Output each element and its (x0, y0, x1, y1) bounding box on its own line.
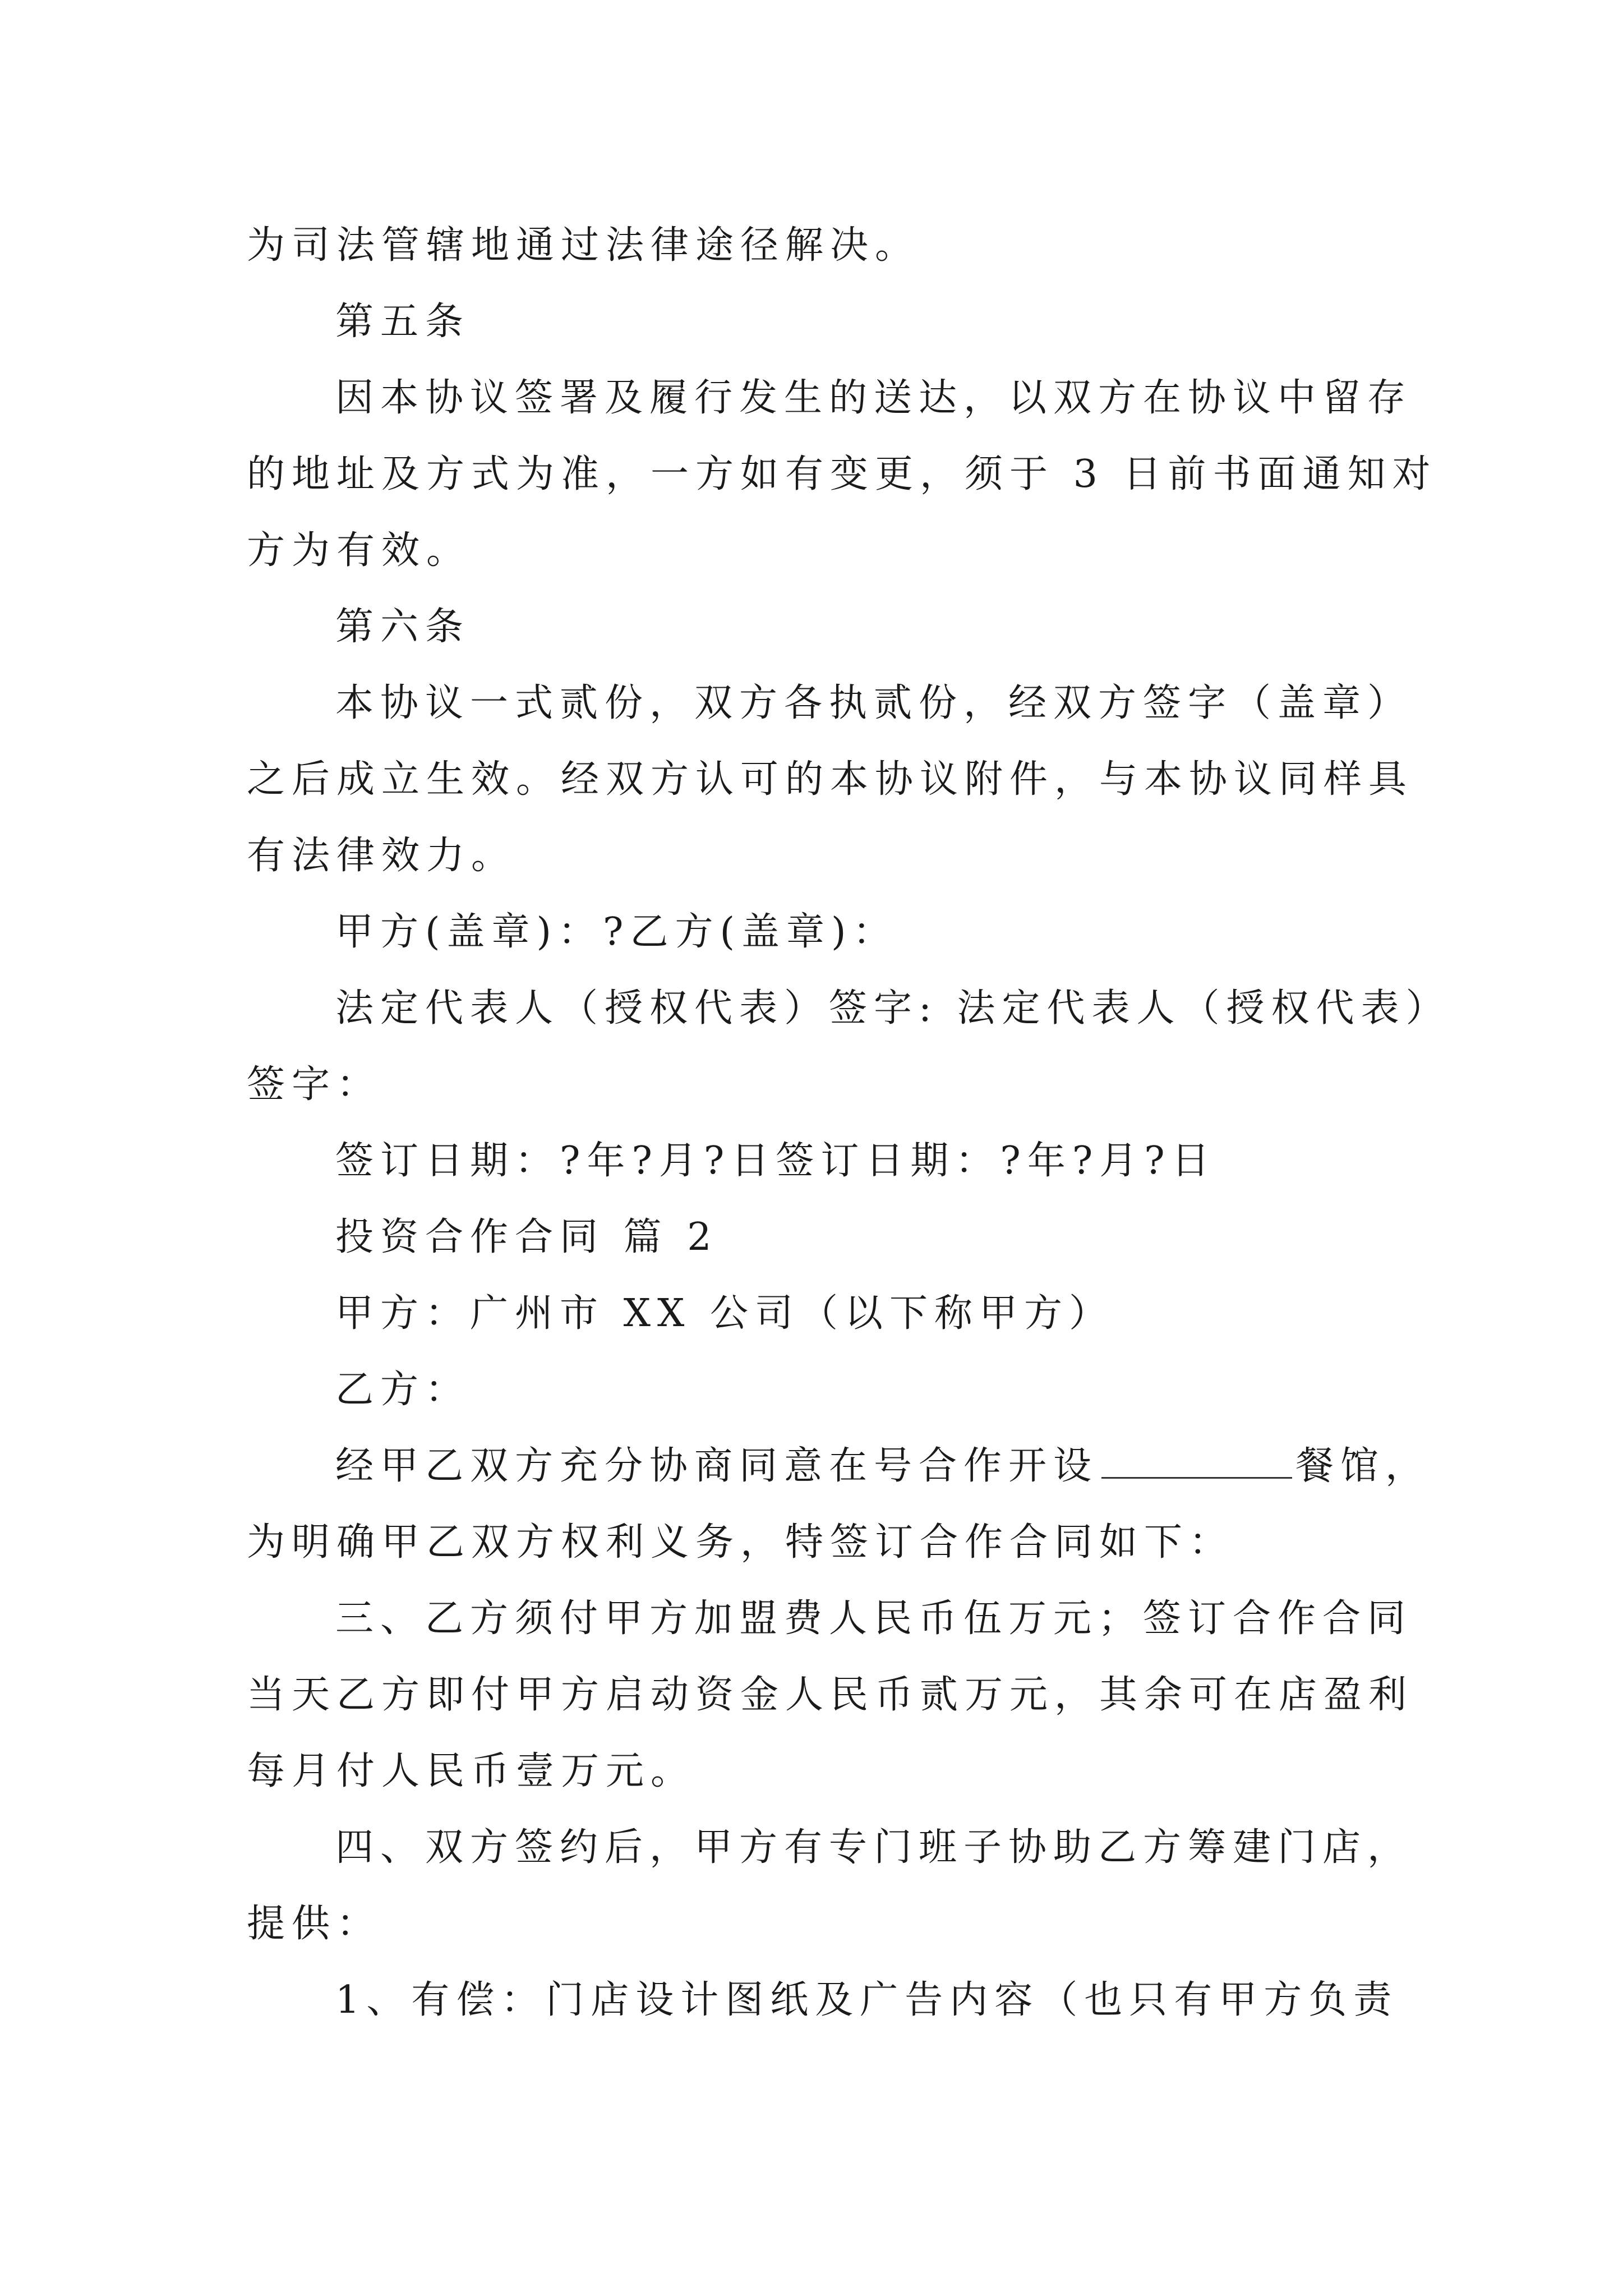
fill-in-blank (1101, 1476, 1292, 1479)
party-a-line: 甲方：广州市 XX 公司（以下称甲方） (335, 1291, 1114, 1336)
text-line: 提供： (247, 1902, 382, 1946)
clause-line: 四、双方签约后，甲方有专门班子协助乙方筹建门店， (335, 1825, 1413, 1870)
clause-line: 三、乙方须付甲方加盟费人民币伍万元；签订合作合同 (335, 1596, 1413, 1641)
text-line: 之后成立生效。经双方认可的本协议附件，与本协议同样具 (247, 757, 1414, 802)
date-line: 签订日期：?年?月?日签订日期：?年?月?日 (335, 1139, 1216, 1183)
article-heading: 第六条 (335, 605, 471, 649)
text-line: 当天乙方即付甲方启动资金人民币贰万元，其余可在店盈利 (247, 1673, 1414, 1717)
signature-line: 法定代表人（授权代表）签字: 法定代表人（授权代表） (335, 986, 1451, 1030)
text-line: 方为有效。 (247, 528, 472, 573)
signature-line: 甲方(盖章)：?乙方(盖章)： (335, 910, 898, 954)
text-line: 本协议一式贰份，双方各执贰份，经双方签字（盖章） (335, 681, 1413, 725)
section-title: 投资合作合同 篇 2 (335, 1215, 718, 1259)
text-segment: 经甲乙双方充分协商同意在号合作开设 (335, 1444, 1099, 1488)
text-line: 为明确甲乙双方权利义务，特签订合作合同如下： (247, 1520, 1234, 1565)
text-line: 的地址及方式为准，一方如有变更，须于 3 日前书面通知对 (247, 452, 1437, 496)
document-body (247, 208, 1451, 2039)
article-heading: 第五条 (335, 300, 471, 344)
text-line: 每月付人民币壹万元。 (247, 1749, 696, 1793)
text-line: 为司法管辖地通过法律途径解决。 (247, 223, 920, 268)
text-segment: 餐馆， (1295, 1444, 1431, 1488)
party-b-line: 乙方： (335, 1368, 471, 1412)
text-line: 有法律效力。 (247, 834, 517, 878)
clause-line: 1、有偿：门店设计图纸及广告内容（也只有甲方负责 (335, 1978, 1399, 2022)
signature-line: 签字： (247, 1062, 382, 1107)
text-line-with-blank (247, 1428, 1431, 1504)
text-line: 因本协议签署及履行发生的送达，以双方在协议中留存 (335, 376, 1413, 420)
